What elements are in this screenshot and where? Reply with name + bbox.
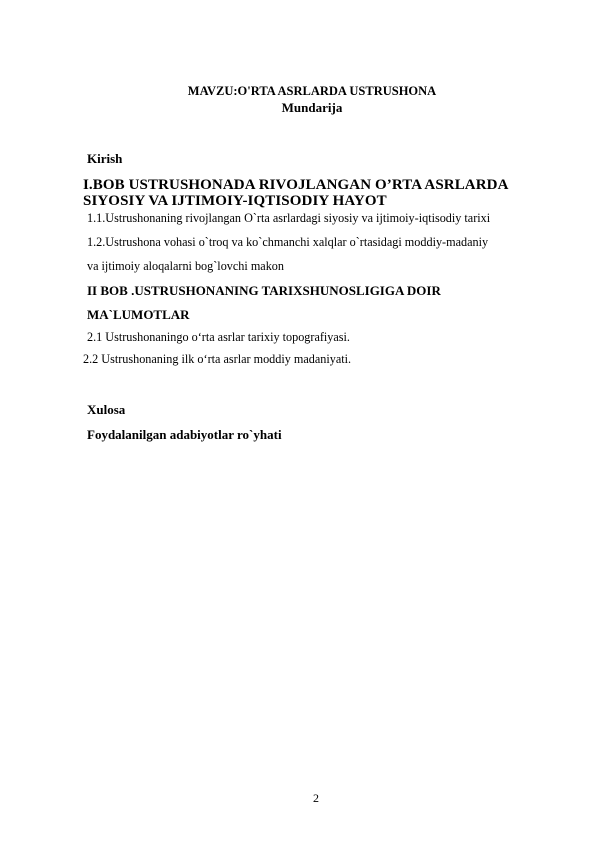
toc-chapter2-title-line2: MA`LUMOTLAR	[87, 307, 190, 322]
toc-conclusion: Xulosa	[87, 402, 126, 417]
document-title: MAVZU:O'RTA ASRLARDA USTRUSHONA	[187, 84, 437, 98]
toc-references: Foydalanilgan adabiyotlar ro`yhati	[87, 427, 282, 442]
toc-chapter2-title-line1: II BOB .USTRUSHONANING TARIXSHUNOSLIGIGA DOIR	[87, 283, 441, 298]
toc-section-1-2-line2: va ijtimoiy aloqalarni bog`lovchi makon	[87, 259, 284, 273]
toc-section-1-2-line1: 1.2.Ustrushona vohasi o`troq va ko`chmanchi xalqlar o`rtasidagi moddiy-madaniy	[87, 235, 489, 249]
toc-chapter1-title-line1: I.BOB USTRUSHONADA RIVOJLANGAN O’RTA ASRLARDA	[83, 177, 509, 193]
page-number: 2	[313, 791, 319, 805]
toc-intro: Kirish	[87, 151, 123, 166]
toc-section-2-2: 2.2 Ustrushonaning ilk o‘rta asrlar moddiy madaniyati.	[83, 352, 352, 366]
toc-heading: Mundarija	[281, 100, 343, 115]
toc-section-2-1: 2.1 Ustrushonaningo o‘rta asrlar tarixiy topografiyasi.	[87, 330, 350, 344]
toc-chapter1-title-line2: SIYOSIY VA IJTIMOIY-IQTISODIY HAYOT	[83, 193, 387, 209]
toc-section-1-1: 1.1.Ustrushonaning rivojlangan O`rta asrlardagi siyosiy va ijtimoiy-iqtisodiy tarixi	[87, 211, 491, 225]
